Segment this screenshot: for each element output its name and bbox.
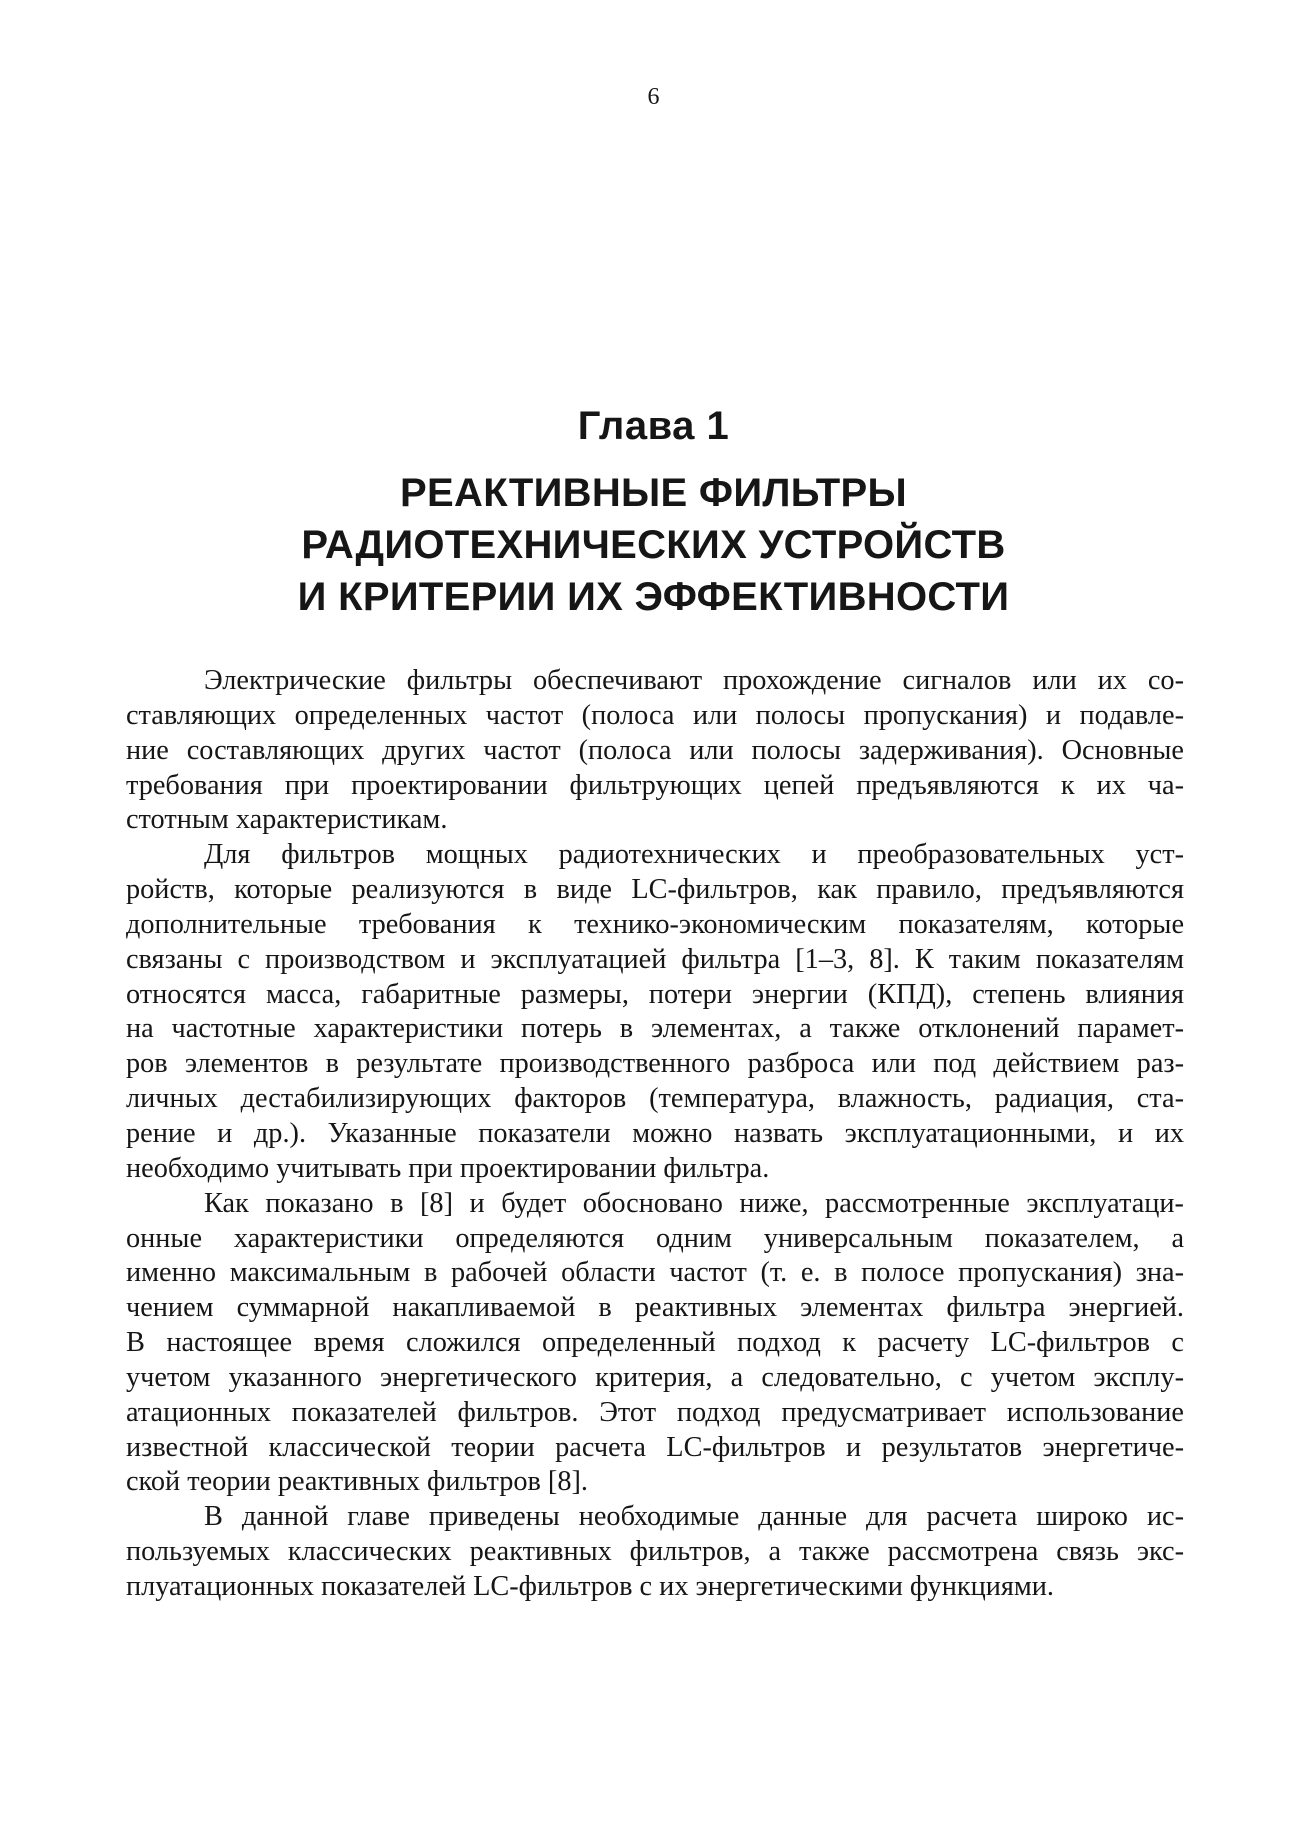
chapter-title-line: РЕАКТИВНЫЕ ФИЛЬТРЫ [400,471,907,515]
page-number: 6 [647,84,660,110]
text-line: плуатационных показателей LC-фильтров с их энергетическими функциями. [126,1570,1055,1602]
text-line: относятся масса, габаритные размеры, потери энергии (КПД), степень влияния [126,978,1184,1010]
text-line: атационных показателей фильтров. Этот подход предусматривает использование [126,1396,1184,1428]
text-line: Для фильтров мощных радиотехнических и преобразовательных уст- [204,839,1184,871]
paragraph [126,664,1184,838]
text-line: связаны с производством и эксплуатацией фильтра [1–3, 8]. К таким показателям [126,943,1184,975]
text-line: стотным характеристикам. [126,804,448,836]
text-line: В данной главе приведены необходимые данные для расчета широко ис- [204,1501,1184,1533]
chapter-title-line: И КРИТЕРИИ ИХ ЭФФЕКТИВНОСТИ [297,575,1010,619]
text-line: ров элементов в результате производственного разброса или под действием раз- [126,1048,1184,1080]
chapter-title [0,467,1307,623]
body-text [126,664,1184,1605]
text-line: учетом указанного энергетического критерия, а следовательно, с учетом эксплу- [126,1361,1184,1393]
text-line: на частотные характеристики потерь в элементах, а также отклонений парамет- [126,1013,1184,1045]
text-line: онные характеристики определяются одним универсальным показателем, а [126,1222,1184,1254]
text-line: ставляющих определенных частот (полоса или полосы пропускания) и подавле- [126,699,1184,731]
text-line: ние составляющих других частот (полоса или полосы задерживания). Основные [126,734,1184,766]
text-line: известной классической теории расчета LC-фильтров и результатов энергетиче- [126,1431,1184,1463]
text-line: В настоящее время сложился определенный подход к расчету LC-фильтров с [126,1327,1184,1359]
text-line: ской теории реактивных фильтров [8]. [126,1466,588,1498]
text-line: Электрические фильтры обеспечивают прохождение сигналов или их со- [204,665,1184,696]
text-line: необходимо учитывать при проектировании фильтра. [126,1152,770,1184]
text-line: пользуемых классических реактивных фильтров, а также рассмотрена связь экс- [126,1536,1184,1568]
text-line: ройств, которые реализуются в виде LC-фильтров, как правило, предъявляются [126,874,1184,906]
paragraph [126,1187,1184,1501]
text-line: именно максимальным в рабочей области частот (т. е. в полосе пропускания) зна- [126,1257,1184,1289]
text-line: Как показано в [8] и будет обосновано ниже, рассмотренные эксплуатаци- [204,1187,1184,1219]
paragraph [126,1500,1184,1605]
text-line: чением суммарной накапливаемой в реактивных элементах фильтра энергией. [126,1292,1184,1324]
text-line: рение и др.). Указанные показатели можно назвать эксплуатационными, и их [126,1117,1184,1149]
text-line: личных дестабилизирующих факторов (температура, влажность, радиация, ста- [126,1083,1184,1115]
chapter-title-line: РАДИОТЕХНИЧЕСКИХ УСТРОЙСТВ [301,523,1006,567]
paragraph [126,838,1184,1186]
text-line: требования при проектировании фильтрующих цепей предъявляются к их ча- [126,769,1184,801]
chapter-label: Глава 1 [577,404,730,448]
text-line: дополнительные требования к технико-экономическим показателям, которые [126,908,1184,940]
